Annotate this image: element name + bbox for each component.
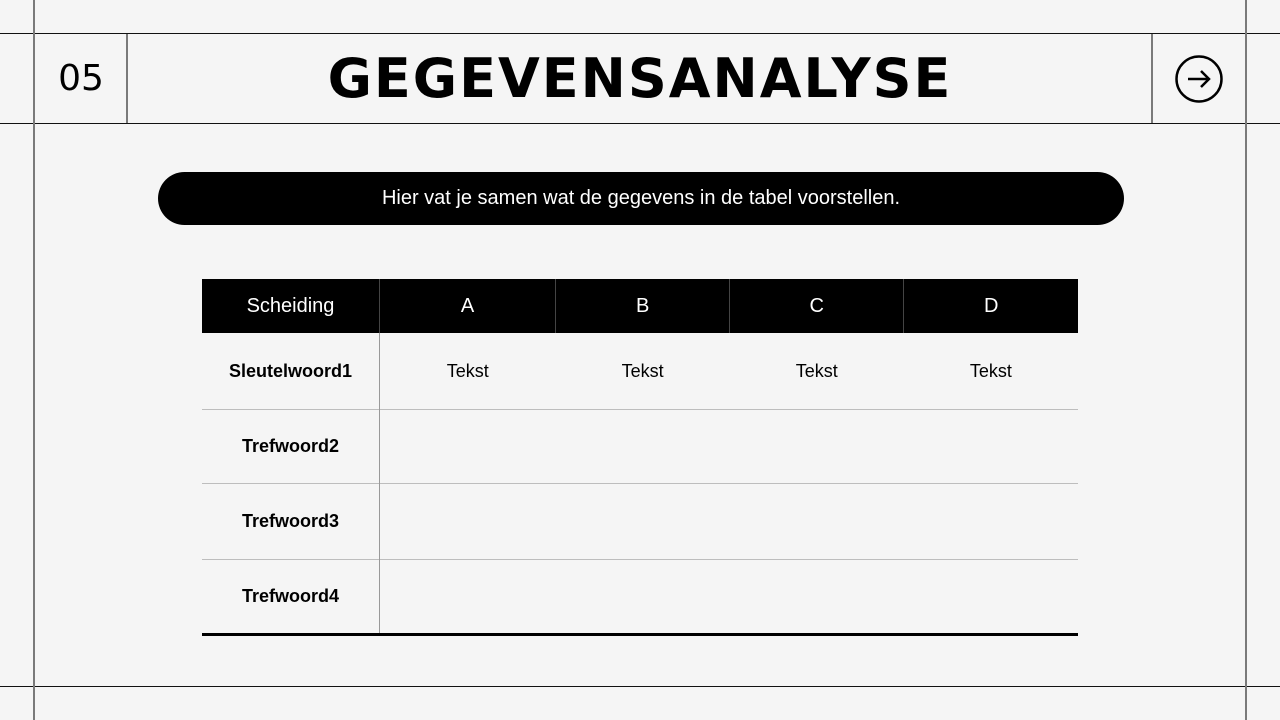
table-cell [904, 560, 1078, 635]
row-key: Trefwoord4 [202, 560, 380, 635]
summary-banner: Hier vat je samen wat de gegevens in de tabel voorstellen. [158, 172, 1124, 225]
right-rule [1245, 0, 1247, 720]
table-cell [556, 560, 730, 635]
table-row [202, 333, 1078, 410]
table-row [202, 484, 1078, 560]
table-row [202, 560, 1078, 635]
table-cell [730, 560, 904, 635]
header-cell: B [556, 279, 730, 333]
table-cell [730, 410, 904, 484]
table-cell [730, 484, 904, 560]
header-cell: D [904, 279, 1078, 333]
bottom-rule [0, 686, 1280, 687]
slide-number: 05 [58, 58, 104, 99]
row-key: Sleutelwoord1 [202, 333, 380, 410]
table-cell [380, 560, 556, 635]
table-cell: Tekst [446, 360, 489, 381]
table-cell [904, 484, 1078, 560]
row-key: Trefwoord3 [202, 484, 380, 560]
header-cell: C [730, 279, 904, 333]
page-title: GEGEVENSANALYSE [327, 47, 953, 110]
left-rule [33, 0, 35, 720]
table-cell [380, 484, 556, 560]
header-cell: Scheiding [202, 279, 380, 333]
table-cell [556, 484, 730, 560]
table-cell: Tekst [795, 360, 838, 381]
header-bottom-rule [0, 123, 1280, 124]
arrow-right-circle-icon [1175, 55, 1223, 103]
table-cell: Tekst [621, 360, 664, 381]
table-cell [904, 410, 1078, 484]
row-key: Trefwoord2 [202, 410, 380, 484]
table-header-row [202, 279, 1078, 333]
table-row [202, 410, 1078, 484]
data-table [202, 279, 1078, 636]
table-cell: Tekst [969, 360, 1012, 381]
next-button[interactable] [1175, 55, 1223, 103]
header-cell: A [380, 279, 556, 333]
table-cell [380, 410, 556, 484]
table-cell [556, 410, 730, 484]
